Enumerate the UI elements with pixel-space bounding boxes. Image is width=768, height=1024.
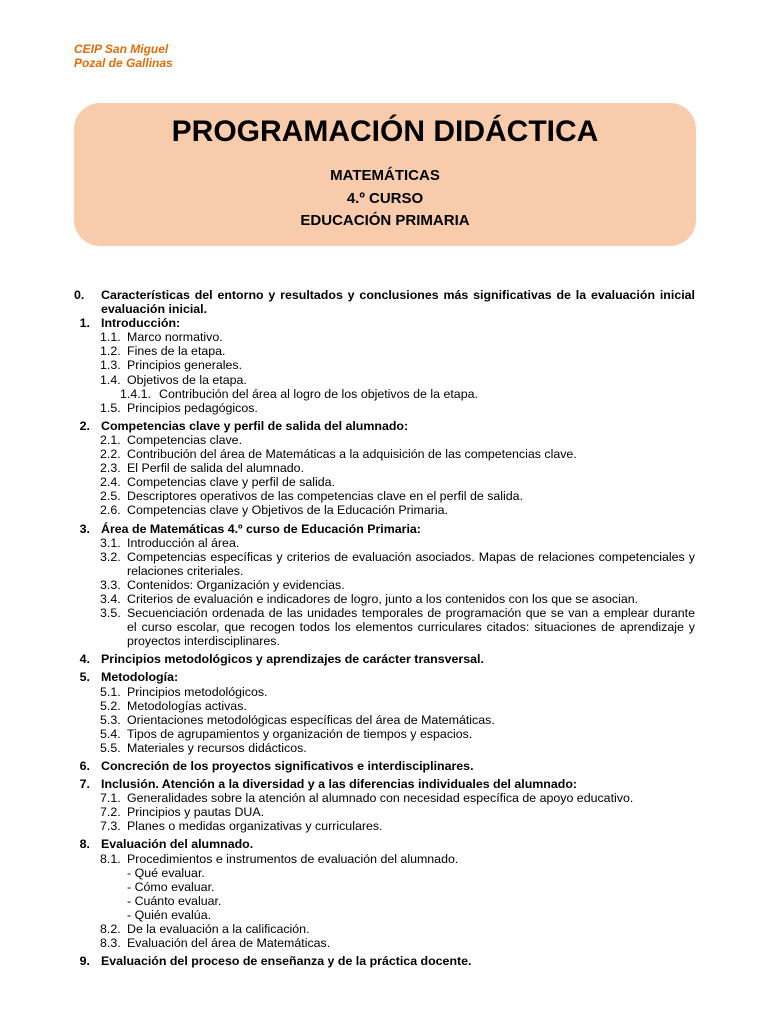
toc-item — [74, 373, 695, 387]
item-number: 2.2. — [100, 447, 121, 462]
section-label: Área de Matemáticas 4.º curso de Educación Primaria: — [101, 521, 421, 536]
toc-item — [74, 536, 695, 550]
subject-label: MATEMÁTICAS — [330, 167, 440, 184]
toc-item — [74, 503, 695, 517]
toc-item — [74, 685, 695, 699]
item-label: Principios metodológicos. — [127, 684, 268, 699]
item-number: 3.1. — [100, 535, 121, 550]
toc-section-1 — [74, 316, 695, 330]
item-number: 7.2. — [100, 805, 121, 820]
toc-item — [74, 461, 695, 475]
item-label: Fines de la etapa. — [127, 344, 226, 359]
item-label: Principios pedagógicos. — [127, 400, 258, 415]
item-label: Objetivos de la etapa. — [127, 372, 247, 387]
document-title: PROGRAMACIÓN DIDÁCTICA — [171, 115, 599, 148]
item-number: 1.4. — [100, 372, 121, 387]
item-label: Materiales y recursos didácticos. — [127, 740, 307, 755]
toc-section-0 — [74, 288, 695, 316]
item-number: 2.3. — [100, 461, 121, 476]
toc-item — [74, 358, 695, 372]
toc-item — [74, 550, 695, 578]
toc-bullet: - Cuánto evaluar. — [127, 893, 222, 908]
item-number: 1.2. — [100, 344, 121, 359]
item-number: 7.3. — [100, 819, 121, 834]
toc-section-9 — [74, 954, 695, 968]
title-box — [74, 103, 696, 246]
section-number: 0. — [74, 288, 85, 302]
item-number: 3.4. — [100, 591, 121, 606]
item-label: Metodologías activas. — [127, 698, 247, 713]
toc-item — [74, 447, 695, 461]
table-of-contents — [74, 288, 695, 968]
item-label: Competencias específicas y criterios de evaluación asociados. Mapas de relaciones competenciales y relaciones criteriales. — [127, 549, 695, 578]
item-label: Secuenciación ordenada de las unidades temporales de programación que se van a emplear durante el curso escolar, que recogen todos los elementos curriculares citados: situaciones de aprendizaje y proyectos interdisciplinares. — [127, 606, 695, 649]
toc-item — [74, 922, 695, 936]
toc-item — [74, 936, 695, 950]
section-number: 4. — [79, 652, 90, 667]
toc-section-3 — [74, 522, 695, 536]
item-number: 2.6. — [100, 503, 121, 518]
item-number: 2.4. — [100, 475, 121, 490]
item-number: 1.4.1. — [120, 386, 152, 401]
item-label: Contenidos: Organización y evidencias. — [127, 577, 345, 592]
item-number: 2.1. — [100, 432, 121, 447]
toc-bullet: - Quién evalúa. — [127, 907, 212, 922]
toc-item — [74, 819, 695, 833]
item-label: Procedimientos e instrumentos de evaluación del alumnado. — [127, 851, 459, 866]
section-number: 3. — [79, 521, 90, 536]
toc-subitem — [74, 387, 695, 401]
item-label: Planes o medidas organizativas y curriculares. — [127, 819, 383, 834]
school-location: Pozal de Gallinas — [74, 56, 173, 70]
item-label: Contribución del área al logro de los objetivos de la etapa. — [159, 386, 478, 401]
item-label: El Perfil de salida del alumnado. — [127, 461, 305, 476]
toc-item — [74, 330, 695, 344]
toc-item — [74, 401, 695, 415]
section-number: 5. — [79, 670, 90, 685]
school-name: CEIP San Miguel — [74, 42, 169, 56]
item-number: 3.3. — [100, 577, 121, 592]
toc-item — [74, 852, 695, 866]
section-label: Evaluación del alumnado. — [101, 837, 254, 852]
toc-item — [74, 489, 695, 503]
item-number: 5.2. — [100, 698, 121, 713]
section-label: Competencias clave y perfil de salida del alumnado: — [101, 418, 409, 433]
toc-section-6 — [74, 759, 695, 773]
item-label: Competencias clave y Objetivos de la Educación Primaria. — [127, 503, 448, 518]
section-number: 2. — [79, 418, 90, 433]
item-number: 8.1. — [100, 851, 121, 866]
item-number: 5.1. — [100, 684, 121, 699]
item-number: 8.3. — [100, 936, 121, 951]
toc-item — [74, 592, 695, 606]
toc-item — [74, 606, 695, 648]
item-number: 1.5. — [100, 400, 121, 415]
item-label: Competencias clave. — [127, 432, 243, 447]
toc-item — [74, 727, 695, 741]
toc-section-4 — [74, 652, 695, 666]
item-number: 5.5. — [100, 740, 121, 755]
item-label: Tipos de agrupamientos y organización de tiempos y espacios. — [127, 726, 473, 741]
toc-item — [74, 713, 695, 727]
item-number: 3.5. — [100, 606, 121, 621]
item-label: Competencias clave y perfil de salida. — [127, 475, 335, 490]
toc-item — [74, 805, 695, 819]
level-label: EDUCACIÓN PRIMARIA — [300, 212, 470, 229]
section-label: Características del entorno y resultados y conclusiones más significativas de la evaluación inicial evaluación inicial. — [101, 288, 695, 317]
section-label: Evaluación del proceso de enseñanza y de la práctica docente. — [101, 954, 472, 969]
toc-item — [74, 433, 695, 447]
section-number: 8. — [79, 837, 90, 852]
item-number: 2.5. — [100, 489, 121, 504]
section-number: 1. — [79, 316, 90, 331]
toc-section-8 — [74, 837, 695, 851]
toc-section-2 — [74, 419, 695, 433]
toc-item — [74, 578, 695, 592]
item-number: 1.1. — [100, 330, 121, 345]
item-label: Contribución del área de Matemáticas a la adquisición de las competencias clave. — [127, 447, 577, 462]
item-label: Evaluación del área de Matemáticas. — [127, 936, 331, 951]
section-label: Metodología: — [101, 670, 179, 685]
section-number: 6. — [79, 759, 90, 773]
school-header — [74, 42, 173, 70]
toc-item — [74, 741, 695, 755]
section-label: Introducción: — [101, 316, 181, 331]
toc-item — [74, 475, 695, 489]
section-number: 9. — [79, 954, 90, 969]
item-label: De la evaluación a la calificación. — [127, 922, 310, 937]
item-number: 7.1. — [100, 791, 121, 806]
section-label: Principios metodológicos y aprendizajes de carácter transversal. — [101, 652, 484, 667]
item-label: Descriptores operativos de las competencias clave en el perfil de salida. — [127, 489, 524, 504]
toc-item — [74, 344, 695, 358]
toc-item — [74, 791, 695, 805]
toc-item — [74, 699, 695, 713]
item-label: Principios generales. — [127, 358, 243, 373]
item-number: 5.3. — [100, 712, 121, 727]
section-label: Inclusión. Atención a la diversidad y a las diferencias individuales del alumnado: — [101, 777, 578, 792]
item-label: Criterios de evaluación e indicadores de logro, junto a los contenidos con los que se asocian. — [127, 591, 639, 606]
item-label: Orientaciones metodológicas específicas del área de Matemáticas. — [127, 712, 495, 727]
toc-bullet: - Qué evaluar. — [127, 865, 205, 880]
course-label: 4.º CURSO — [346, 189, 424, 207]
section-label: Concreción de los proyectos significativos e interdisciplinares. — [101, 759, 474, 773]
item-number: 1.3. — [100, 358, 121, 373]
item-number: 8.2. — [100, 922, 121, 937]
toc-section-5 — [74, 670, 695, 684]
item-label: Introducción al área. — [127, 535, 240, 550]
item-number: 3.2. — [100, 549, 121, 564]
toc-section-7 — [74, 777, 695, 791]
item-label: Principios y pautas DUA. — [127, 805, 265, 820]
section-number: 7. — [79, 777, 90, 792]
toc-bullet: - Cómo evaluar. — [127, 879, 215, 894]
item-number: 5.4. — [100, 726, 121, 741]
item-label: Marco normativo. — [127, 330, 223, 345]
item-label: Generalidades sobre la atención al alumnado con necesidad específica de apoyo educativo. — [127, 791, 634, 806]
